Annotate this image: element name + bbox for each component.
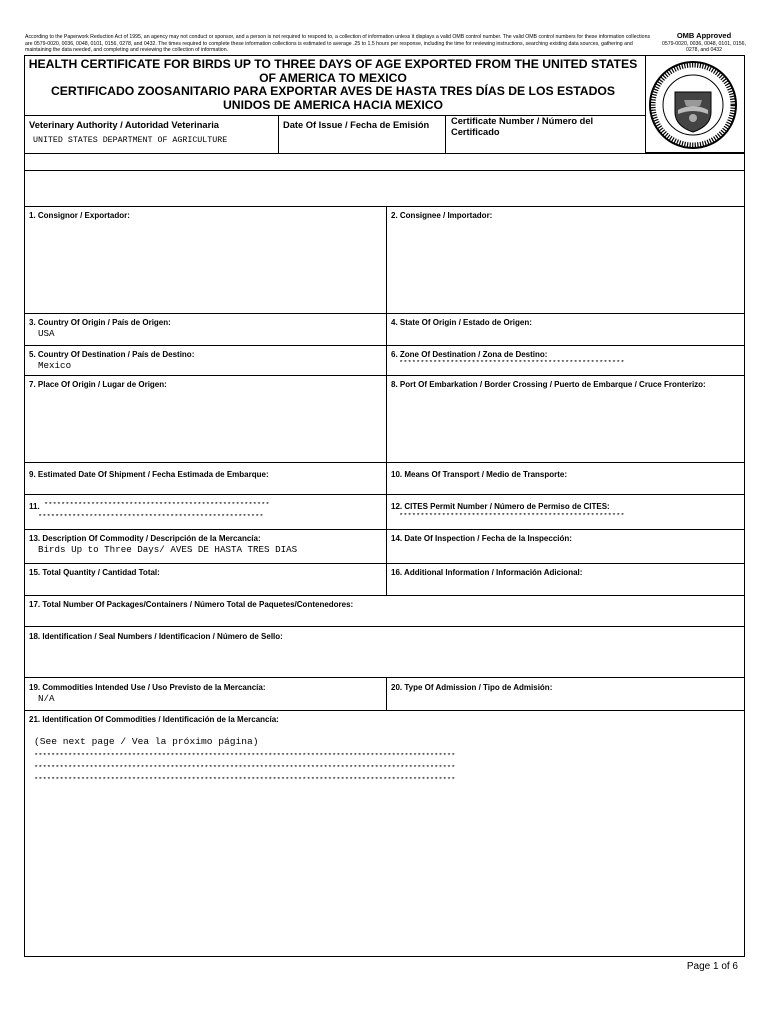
field-4-state-origin-label: 4. State Of Origin / Estado de Origen: bbox=[391, 318, 532, 327]
field-21-void-stars-2: *************************************************************************************************** bbox=[34, 765, 456, 773]
field-20-admission-label: 20. Type Of Admission / Tipo de Admisión: bbox=[391, 683, 553, 692]
field-21-identification-commodities-label: 21. Identification Of Commodities / Identificación de la Mercancía: bbox=[29, 715, 279, 724]
omb-label: OMB Approved bbox=[676, 31, 732, 40]
form-title bbox=[26, 58, 640, 112]
field-6-zone-destination-label: 6. Zone Of Destination / Zona de Destino: bbox=[391, 350, 548, 359]
field-10-transport-label: 10. Means Of Transport / Medio de Transporte: bbox=[391, 470, 568, 479]
field-2-consignee-label: 2. Consignee / Importador: bbox=[391, 211, 493, 220]
field-19-intended-use-label: 19. Commodities Intended Use / Uso Previsto de la Mercancía: bbox=[29, 683, 266, 692]
authority-value: UNITED STATES DEPARTMENT OF AGRICULTURE bbox=[33, 136, 228, 145]
field-19-intended-use-value: N/A bbox=[38, 693, 55, 704]
field-13-commodity-label: 13. Description Of Commodity / Descripción de la Mercancía: bbox=[29, 534, 261, 543]
issue-date-label: Date Of Issue / Fecha de Emisión bbox=[283, 120, 430, 130]
field-3-country-origin-label: 3. Country Of Origin / País de Origen: bbox=[29, 318, 171, 327]
field-11-label: 11. bbox=[29, 502, 40, 511]
authority-label: Veterinary Authority / Autoridad Veterinaria bbox=[29, 120, 219, 130]
field-1-consignor-label: 1. Consignor / Exportador: bbox=[29, 211, 130, 220]
usda-seal-icon bbox=[648, 60, 738, 150]
omb-approval bbox=[660, 33, 748, 54]
field-12-void-stars: ***************************************************** bbox=[399, 513, 625, 521]
field-9-shipment-date-label: 9. Estimated Date Of Shipment / Fecha Estimada de Embarque: bbox=[29, 470, 269, 479]
title-english: HEALTH CERTIFICATE FOR BIRDS UP TO THREE DAYS OF AGE EXPORTED FROM THE UNITED STATES OF AMERICA TO MEXICO bbox=[28, 57, 638, 85]
title-spanish: CERTIFICADO ZOOSANITARIO PARA EXPORTAR AVES DE HASTA TRES DÍAS DE LOS ESTADOS UNIDOS DE AMERICA HACIA MEXICO bbox=[50, 84, 616, 112]
field-17-packages-label: 17. Total Number Of Packages/Containers / Número Total de Paquetes/Contenedores: bbox=[29, 600, 354, 609]
omb-numbers: 0579-0020, 0036, 0048, 0101, 0156, 0278, and 0432 bbox=[662, 40, 746, 54]
certificate-number-label: Certificate Number / Número del Certificado bbox=[451, 116, 594, 137]
field-13-commodity-value: Birds Up to Three Days/ AVES DE HASTA TRES DIAS bbox=[38, 544, 298, 555]
field-8-port-embarkation-label: 8. Port Of Embarkation / Border Crossing / Puerto de Embarque / Cruce Fronterizo: bbox=[391, 380, 706, 389]
field-5-country-destination-value: Mexico bbox=[38, 360, 72, 371]
field-6-void-stars: ***************************************************** bbox=[399, 360, 625, 368]
field-5-country-destination-label: 5. Country Of Destination / País de Destino: bbox=[29, 350, 195, 359]
field-16-additional-info-label: 16. Additional Information / Información Adicional: bbox=[391, 568, 583, 577]
field-21-void-stars-1: *************************************************************************************************** bbox=[34, 753, 456, 761]
field-18-identification-label: 18. Identification / Seal Numbers / Identificacion / Número de Sello: bbox=[29, 632, 283, 641]
field-12-cites-label: 12. CITES Permit Number / Número de Permiso de CITES: bbox=[391, 502, 610, 511]
field-3-country-origin-value: USA bbox=[38, 328, 55, 339]
paperwork-notice: According to the Paperwork Reduction Act of 1995, an agency may not conduct or sponsor, and a person is not required to respond to, a collection of information unless it displays a valid OMB control number. The valid OMB control numbers for these information collections are 0579-0020, 0036, 0048, 0101, 0156, 0278, and 0432. The times required to complete these information collections is estimated to average .25 to 1.5 hours per response, including the time for reviewing instructions, searching existing data sources, gathering and maintaining the data needed, and completing and reviewing the collection of information. bbox=[25, 34, 651, 54]
field-11-void-stars-1: ***************************************************** bbox=[44, 502, 270, 510]
field-21-void-stars-3: *************************************************************************************************** bbox=[34, 777, 456, 785]
field-7-place-origin-label: 7. Place Of Origin / Lugar de Origen: bbox=[29, 380, 167, 389]
field-11-void-stars-2: ***************************************************** bbox=[38, 514, 264, 522]
field-14-inspection-label: 14. Date Of Inspection / Fecha de la Inspección: bbox=[391, 534, 572, 543]
field-15-quantity-label: 15. Total Quantity / Cantidad Total: bbox=[29, 568, 160, 577]
field-21-value: (See next page / Vea la próximo página) bbox=[34, 736, 259, 747]
page-number: Page 1 of 6 bbox=[686, 961, 738, 972]
